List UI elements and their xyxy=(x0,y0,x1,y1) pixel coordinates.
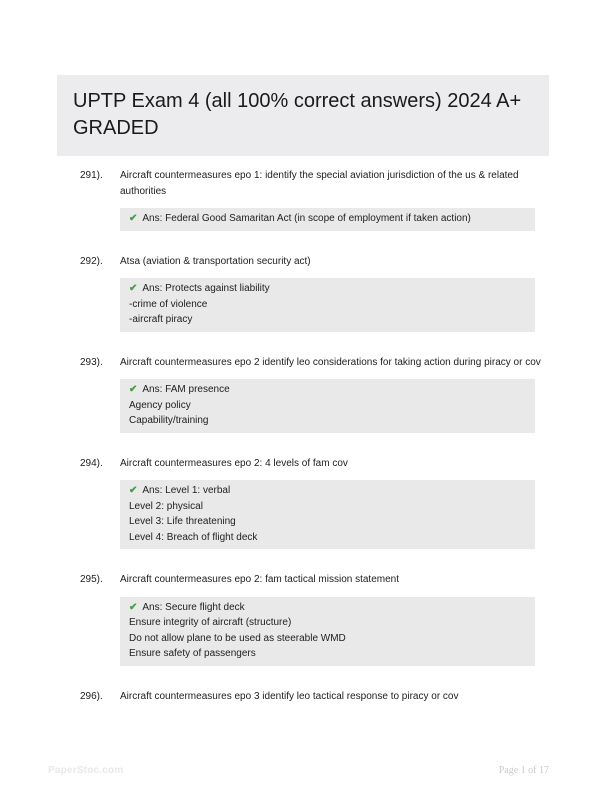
question-item xyxy=(57,456,549,550)
answer-text: Ans: Protects against liability xyxy=(142,283,270,294)
question-text: Aircraft countermeasures epo 3 identify leo tactical response to piracy or cov xyxy=(120,690,459,702)
question-item xyxy=(57,689,549,705)
answer-line: Level 4: Breach of flight deck xyxy=(129,531,258,543)
question-text: Aircraft countermeasures epo 2 identify leo considerations for taking action during piracy or cov xyxy=(120,356,541,368)
question-body xyxy=(120,456,549,550)
answer-line: Agency policy xyxy=(129,399,191,411)
answer-line: Ensure safety of passengers xyxy=(129,648,256,659)
answer-line xyxy=(129,483,526,499)
question-body xyxy=(120,689,549,705)
page-indicator: Page 1 of 17 xyxy=(498,765,549,776)
question-text: Atsa (aviation & transportation security act) xyxy=(120,255,311,267)
answer-line xyxy=(129,600,526,616)
answer-text: Ans: Secure flight deck xyxy=(142,601,245,613)
check-icon: ✔ xyxy=(129,384,138,395)
question-number: 293). xyxy=(80,356,103,368)
title-box xyxy=(57,75,549,156)
question-item xyxy=(57,355,549,433)
question-text: Aircraft countermeasures epo 2: fam tactical mission statement xyxy=(120,574,400,585)
answer-line: Capability/training xyxy=(129,415,209,426)
question-item xyxy=(57,168,549,231)
answer-line: Level 3: Life threatening xyxy=(129,516,236,527)
answer-line: -crime of violence xyxy=(129,298,208,310)
question-text: Aircraft countermeasures epo 1: identify the special aviation jurisdiction of the us & related authorities xyxy=(120,170,519,197)
question-number: 296). xyxy=(80,690,103,702)
check-icon: ✔ xyxy=(129,601,138,613)
answer-line xyxy=(129,382,526,398)
question-number: 291). xyxy=(80,170,103,181)
watermark: PaperStoc.com xyxy=(48,765,124,776)
answer-box xyxy=(120,597,535,666)
question-item xyxy=(57,572,549,666)
answer-text: Ans: Level 1: verbal xyxy=(142,485,231,496)
answer-line: Ensure integrity of aircraft (structure) xyxy=(129,617,292,628)
answer-line xyxy=(129,281,526,297)
check-icon: ✔ xyxy=(129,485,138,496)
question-body xyxy=(120,254,549,332)
check-icon: ✔ xyxy=(129,283,138,294)
question-number: 292). xyxy=(80,255,103,267)
answer-box xyxy=(120,379,535,433)
answer-box xyxy=(120,208,535,231)
answer-line xyxy=(129,211,526,227)
question-number: 294). xyxy=(80,457,103,469)
answer-box xyxy=(120,278,535,332)
question-body xyxy=(120,168,549,231)
answer-line: Do not allow plane to be used as steerable WMD xyxy=(129,632,346,644)
answer-text: Ans: FAM presence xyxy=(142,384,230,395)
answer-line: Level 2: physical xyxy=(129,500,203,512)
answer-text: Ans: Federal Good Samaritan Act (in scope of employment if taken action) xyxy=(142,213,471,224)
question-item xyxy=(57,254,549,332)
page-title: UPTP Exam 4 (all 100% correct answers) 2024 A+ GRADED xyxy=(73,90,522,139)
question-body xyxy=(120,572,549,666)
answer-line: -aircraft piracy xyxy=(129,314,193,325)
question-text: Aircraft countermeasures epo 2: 4 levels of fam cov xyxy=(120,457,348,469)
answer-box xyxy=(120,480,535,549)
check-icon: ✔ xyxy=(129,213,138,224)
question-body xyxy=(120,355,549,433)
question-number: 295). xyxy=(80,574,103,585)
question-list xyxy=(57,168,549,727)
